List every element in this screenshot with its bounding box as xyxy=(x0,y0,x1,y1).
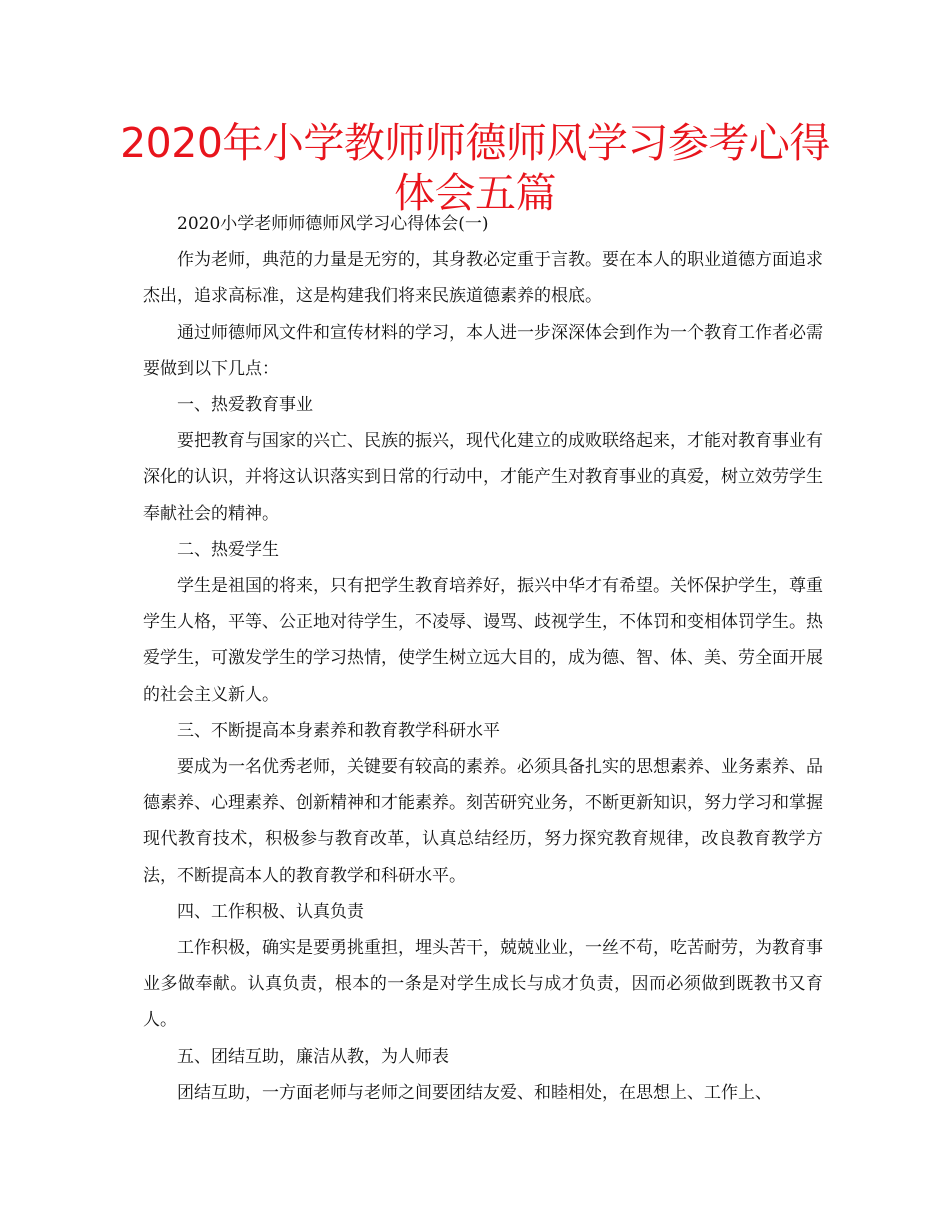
document-body xyxy=(143,206,823,1111)
section-heading: 二、热爱学生 xyxy=(177,539,279,560)
section-heading: 三、不断提高本身素养和教育教学科研水平 xyxy=(177,720,500,741)
body-paragraph: 团结互助，一方面老师与老师之间要团结友爱、和睦相处，在思想上、工作上、 xyxy=(177,1082,772,1103)
section-heading: 四、工作积极、认真负责 xyxy=(177,901,364,922)
document-title: 2020年小学教师师德师风学习参考心得体会五篇 xyxy=(120,119,830,217)
body-paragraph: 通过师德师风文件和宣传材料的学习，本人进一步深深体会到作为一个教育工作者必需要做到以下几点： xyxy=(143,322,823,379)
body-paragraph: 要成为一名优秀老师，关键要有较高的素养。必须具备扎实的思想素养、业务素养、品德素养、心理素养、创新精神和才能素养。刻苦研究业务，不断更新知识，努力学习和掌握现代教育技术，积极参与教育改革，认真总结经历，努力探究教育规律，改良教育教学方法，不断提高本人的教育教学和科研水平。 xyxy=(143,757,823,886)
body-paragraph: 要把教育与国家的兴亡、民族的振兴，现代化建立的成败联络起来，才能对教育事业有深化的认识，并将这认识落实到日常的行动中，才能产生对教育事业的真爱，树立效劳学生奉献社会的精神。 xyxy=(143,431,823,524)
subtitle-paragraph: 2020小学老师师德师风学习心得体会(一) xyxy=(177,214,489,234)
section-heading: 五、团结互助，廉洁从教，为人师表 xyxy=(177,1046,449,1067)
body-paragraph: 作为老师，典范的力量是无穷的，其身教必定重于言教。要在本人的职业道德方面追求杰出，追求高标准，这是构建我们将来民族道德素养的根底。 xyxy=(143,250,823,307)
body-paragraph: 学生是祖国的将来，只有把学生教育培养好，振兴中华才有希望。关怀保护学生，尊重学生人格，平等、公正地对待学生，不凌辱、谩骂、歧视学生，不体罚和变相体罚学生。热爱学生，可激发学生的学习热情，使学生树立远大目的，成为德、智、体、美、劳全面开展的社会主义新人。 xyxy=(143,576,823,705)
section-heading: 一、热爱教育事业 xyxy=(177,395,313,416)
body-paragraph: 工作积极，确实是要勇挑重担，埋头苦干，兢兢业业，一丝不苟，吃苦耐劳，为教育事业多做奉献。认真负责，根本的一条是对学生成长与成才负责，因而必须做到既教书又育人。 xyxy=(143,938,823,1031)
